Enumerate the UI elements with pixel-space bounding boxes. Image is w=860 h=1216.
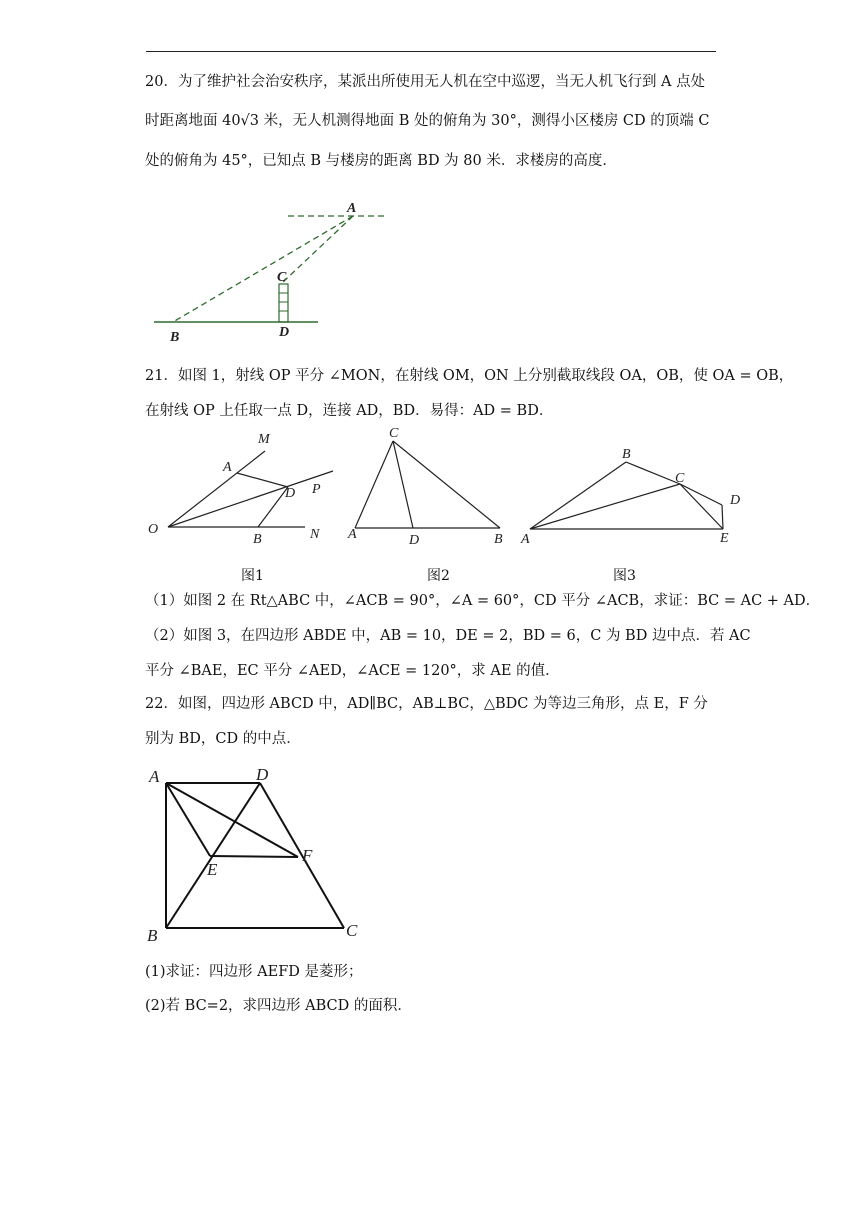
q21-text-line-1: 21．如图 1，射线 OP 平分 ∠MON，在射线 OM，ON 上分别截取线段 OA，OB，使 OA = OB， (145, 368, 794, 384)
q22-text-line-2: 别为 BD，CD 的中点． (145, 731, 301, 747)
q20-text-line-1: 20．为了维护社会治安秩序，某派出所使用无人机在空中巡逻，当无人机飞行到 A 点处 (145, 74, 706, 90)
q22-seg-ae (166, 783, 210, 856)
fig2-label-b: B (494, 532, 503, 547)
q20-label-d: D (279, 325, 290, 340)
q21-figure-1 (140, 425, 340, 550)
fig3-label-b: B (622, 447, 631, 462)
q22-label-b: B (147, 926, 158, 945)
q22-label-f: F (302, 846, 313, 865)
q22-seg-ef (210, 856, 298, 857)
fig1-label-m: M (258, 432, 270, 447)
fig2-label-d: D (409, 533, 420, 548)
q21-part-1: （1）如图 2 在 Rt△ABC 中，∠ACB = 90°，∠A = 60°，CD 平分 ∠ACB，求证：BC = AC + AD． (145, 593, 821, 609)
q22-label-e: E (207, 860, 218, 879)
fig1-caption: 图1 (241, 568, 264, 584)
fig1-label-b: B (253, 532, 262, 547)
q20-text-line-2: 时距离地面 40√3 米，无人机测得地面 B 处的俯角为 30°，测得小区楼房 CD 的顶端 C (145, 113, 710, 129)
q20-line-ab (173, 216, 353, 322)
q20-text-line-3: 处的俯角为 45°，已知点 B 与楼房的距离 BD 为 80 米．求楼房的高度． (145, 153, 617, 169)
fig3-label-c: C (675, 471, 685, 486)
header-rule (146, 51, 716, 52)
fig1-label-p: P (312, 482, 321, 497)
fig3-label-e: E (720, 531, 729, 546)
q22-part-1: (1)求证：四边形 AEFD 是菱形； (145, 964, 363, 980)
q22-label-c: C (346, 921, 358, 940)
q21-figure-2 (345, 425, 515, 550)
fig2-caption: 图2 (427, 568, 450, 584)
q20-building (279, 284, 288, 322)
fig3-caption: 图3 (613, 568, 636, 584)
q21-figure-3 (515, 440, 750, 550)
q20-label-a: A (347, 201, 357, 216)
fig1-label-n: N (310, 527, 320, 542)
q22-part-2: (2)若 BC=2，求四边形 ABCD 的面积． (145, 998, 412, 1014)
q22-figure (140, 760, 380, 950)
fig2-label-a: A (348, 527, 357, 542)
fig2-label-c: C (389, 426, 399, 441)
q20-line-ac (282, 216, 353, 283)
q21-part-2-line-2: 平分 ∠BAE，EC 平分 ∠AED，∠ACE = 120°，求 AE 的值． (145, 663, 560, 679)
fig3-label-a: A (521, 532, 530, 547)
q21-part-2-line-1: （2）如图 3，在四边形 ABDE 中，AB = 10，DE = 2，BD = 6，C 为 BD 边中点．若 AC (145, 628, 751, 644)
q20-figure (140, 195, 400, 345)
q20-label-b: B (170, 330, 180, 345)
fig1-label-o: O (148, 522, 159, 537)
fig1-label-d: D (285, 486, 296, 501)
q21-text-line-2: 在射线 OP 上任取一点 D，连接 AD，BD．易得：AD = BD． (145, 403, 554, 419)
fig1-label-a: A (223, 460, 232, 475)
q22-label-a: A (149, 767, 160, 786)
q22-text-line-1: 22．如图，四边形 ABCD 中，AD∥BC，AB⊥BC，△BDC 为等边三角形，点 E，F 分 (145, 696, 708, 712)
fig3-label-d: D (730, 493, 741, 508)
q22-label-d: D (256, 765, 269, 784)
q20-label-c: C (277, 270, 287, 285)
q22-seg-af (166, 783, 298, 857)
